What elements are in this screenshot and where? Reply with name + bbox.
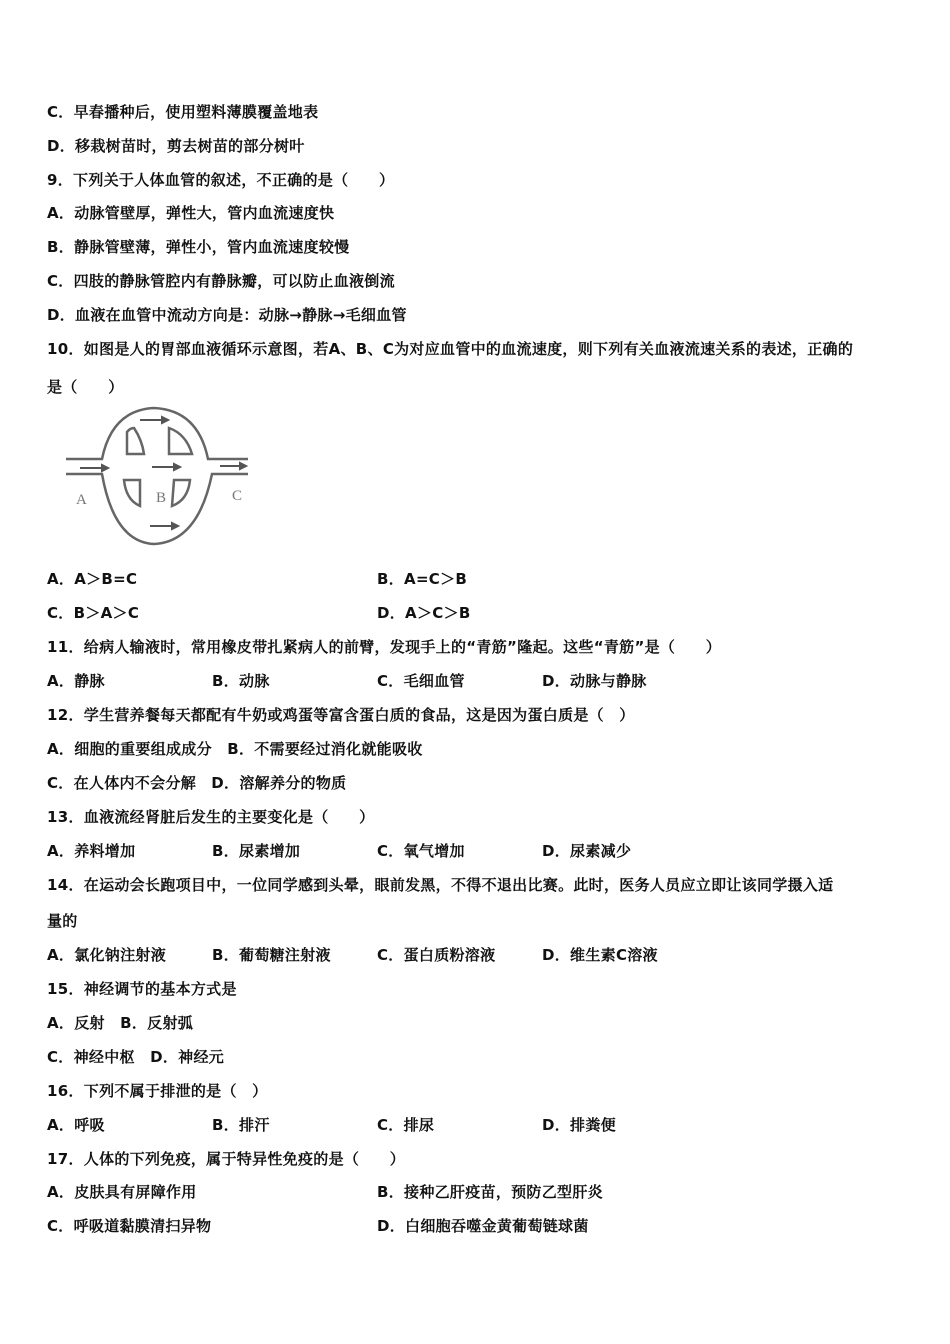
option-c: C．氧气增加 <box>377 842 465 860</box>
options-cd: C．神经中枢 D．神经元 <box>47 1048 225 1066</box>
option-b: B．动脉 <box>212 672 270 690</box>
question-stem: 16．下列不属于排泄的是（ ） <box>47 1082 268 1100</box>
question-stem-cont: 量的 <box>47 912 78 930</box>
option-d: D．白细胞吞噬金黄葡萄链球菌 <box>377 1217 589 1235</box>
option-b: B．排汗 <box>212 1116 270 1134</box>
option-d: D．A＞C＞B <box>377 604 471 622</box>
option-c: C．B＞A＞C <box>47 604 140 622</box>
option-c: C．蛋白质粉溶液 <box>377 946 496 964</box>
label-c: C <box>232 488 243 504</box>
option-b: B．葡萄糖注射液 <box>212 946 331 964</box>
question-stem: 15．神经调节的基本方式是 <box>47 980 237 998</box>
option-c: C．四肢的静脉管腔内有静脉瓣，可以防止血液倒流 <box>47 272 395 290</box>
option-a: A．A＞B=C <box>47 570 138 588</box>
option-d: D．移栽树苗时，剪去树苗的部分树叶 <box>47 137 305 155</box>
options-cd: C．在人体内不会分解 D．溶解养分的物质 <box>47 774 347 792</box>
question-stem: 12．学生营养餐每天都配有牛奶或鸡蛋等富含蛋白质的食品，这是因为蛋白质是（ ） <box>47 706 635 724</box>
option-a: A．养料增加 <box>47 842 136 860</box>
option-c: C．排尿 <box>377 1116 435 1134</box>
option-c: C．呼吸道黏膜清扫异物 <box>47 1217 212 1235</box>
option-b: B．尿素增加 <box>212 842 301 860</box>
stomach-circulation-diagram <box>62 402 262 550</box>
question-stem-cont: 是（ ） <box>47 378 124 396</box>
option-a: A．氯化钠注射液 <box>47 946 167 964</box>
option-d: D．动脉与静脉 <box>542 672 647 690</box>
option-a: A．皮肤具有屏障作用 <box>47 1183 197 1201</box>
option-a: A．动脉管壁厚，弹性大，管内血流速度快 <box>47 204 335 222</box>
options-ab: A．反射 B．反射弧 <box>47 1014 194 1032</box>
question-stem: 11．给病人输液时，常用橡皮带扎紧病人的前臂，发现手上的“青筋”隆起。这些“青筋”是（ ） <box>47 638 722 656</box>
options-ab: A．细胞的重要组成成分 B．不需要经过消化就能吸收 <box>47 740 423 758</box>
option-a: A．呼吸 <box>47 1116 105 1134</box>
option-d: D．维生素C溶液 <box>542 946 658 964</box>
question-stem: 13．血液流经肾脏后发生的主要变化是（ ） <box>47 808 375 826</box>
option-d: D．血液在血管中流动方向是：动脉→静脉→毛细血管 <box>47 306 407 324</box>
option-d: D．排粪便 <box>542 1116 616 1134</box>
label-a: A <box>76 492 87 508</box>
option-b: B．接种乙肝疫苗，预防乙型肝炎 <box>377 1183 603 1201</box>
label-b: B <box>156 490 167 506</box>
option-a: A．静脉 <box>47 672 105 690</box>
question-stem: 9．下列关于人体血管的叙述，不正确的是（ ） <box>47 171 395 189</box>
question-stem: 10．如图是人的胃部血液循环示意图，若A、B、C为对应血管中的血流速度，则下列有关血液流速关系的表述，正确的 <box>47 340 854 358</box>
question-stem: 14．在运动会长跑项目中，一位同学感到头晕，眼前发黑，不得不退出比赛。此时，医务人员应立即让该同学摄入适 <box>47 876 834 894</box>
option-b: B．A=C＞B <box>377 570 468 588</box>
option-c: C．毛细血管 <box>377 672 465 690</box>
option-d: D．尿素减少 <box>542 842 632 860</box>
option-b: B．静脉管壁薄，弹性小，管内血流速度较慢 <box>47 238 350 256</box>
question-stem: 17．人体的下列免疫，属于特异性免疫的是（ ） <box>47 1150 406 1168</box>
option-c: C．早春播种后，使用塑料薄膜覆盖地表 <box>47 103 319 121</box>
